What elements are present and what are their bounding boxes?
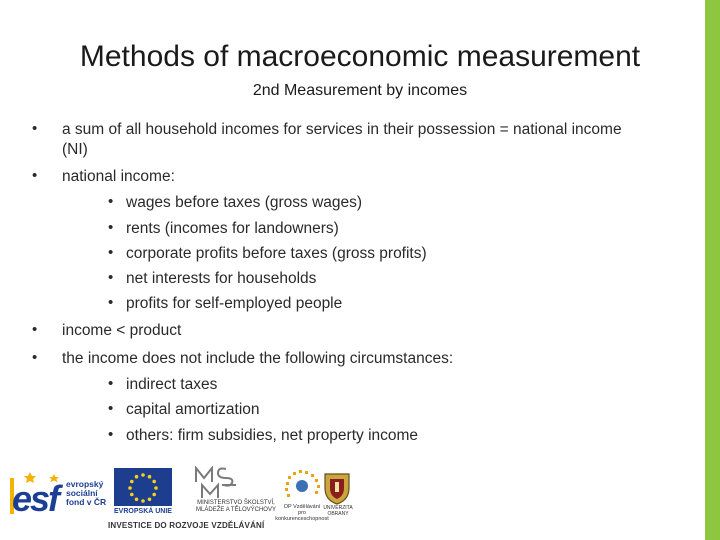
univ-caption-line: OBRANY <box>327 510 349 517</box>
bullet-icon: • <box>108 426 114 443</box>
bullet-icon: • <box>108 269 114 286</box>
bullet-item: income < product <box>62 322 182 339</box>
bullet-icon: • <box>108 375 114 392</box>
msmt-logo <box>192 466 238 500</box>
msmt-logo-caption <box>186 500 286 514</box>
op-caption-line: OP Vzdělávání <box>283 504 321 510</box>
bullet-item-continued: (NI) <box>62 141 88 158</box>
eu-logo-caption: EVROPSKÁ UNIE <box>114 508 172 515</box>
op-caption-line: pro konkurenceschopnost <box>275 510 329 522</box>
footer-investice-text: INVESTICE DO ROZVOJE VZDĚLÁVÁNÍ <box>108 521 265 530</box>
sub-bullet-item: rents (incomes for landowners) <box>126 220 339 237</box>
bullet-item: the income does not include the following circumstances: <box>62 350 454 367</box>
bullet-item: a sum of all household incomes for services in their possession = national income <box>62 121 622 138</box>
sub-bullet-item: profits for self-employed people <box>126 295 343 312</box>
bullet-icon: • <box>32 167 38 184</box>
op-vk-logo <box>284 470 322 504</box>
esf-caption-line: sociální <box>66 488 98 498</box>
esf-logo-text: esf <box>12 478 59 519</box>
sub-bullet-item: others: firm subsidies, net property income <box>126 427 419 444</box>
sub-bullet-item: corporate profits before taxes (gross profits) <box>126 245 427 262</box>
bullet-icon: • <box>108 400 114 417</box>
esf-logo-caption <box>66 480 106 507</box>
msmt-caption-line: MINISTERSTVO ŠKOLSTVÍ, <box>197 500 275 506</box>
sub-bullet-item: indirect taxes <box>126 376 218 393</box>
sub-bullet-item: net interests for households <box>126 270 317 287</box>
eu-flag-logo <box>114 468 172 506</box>
university-logo-caption <box>318 506 358 517</box>
bullet-item: national income: <box>62 168 175 185</box>
bullet-icon: • <box>108 244 114 261</box>
sub-bullet-item: capital amortization <box>126 401 260 418</box>
esf-caption-line: evropský <box>66 479 104 489</box>
sub-bullet-item: wages before taxes (gross wages) <box>126 194 363 211</box>
slide-title: Methods of macroeconomic measurement <box>79 40 641 73</box>
bullet-icon: • <box>32 349 38 366</box>
msmt-caption-line: MLÁDEŽE A TĚLOVÝCHOVY <box>196 507 276 513</box>
subtitle-text: 2nd Measurement by incomes <box>252 82 468 99</box>
bullet-icon: • <box>108 193 114 210</box>
bullet-icon: • <box>108 219 114 236</box>
bullet-icon: • <box>32 120 38 137</box>
esf-caption-line: fond v ČR <box>66 497 107 507</box>
university-crest-logo <box>322 470 352 506</box>
univ-caption-line: UNIVERZITA <box>323 505 353 511</box>
bullet-icon: • <box>32 321 38 338</box>
bullet-icon: • <box>108 294 114 311</box>
